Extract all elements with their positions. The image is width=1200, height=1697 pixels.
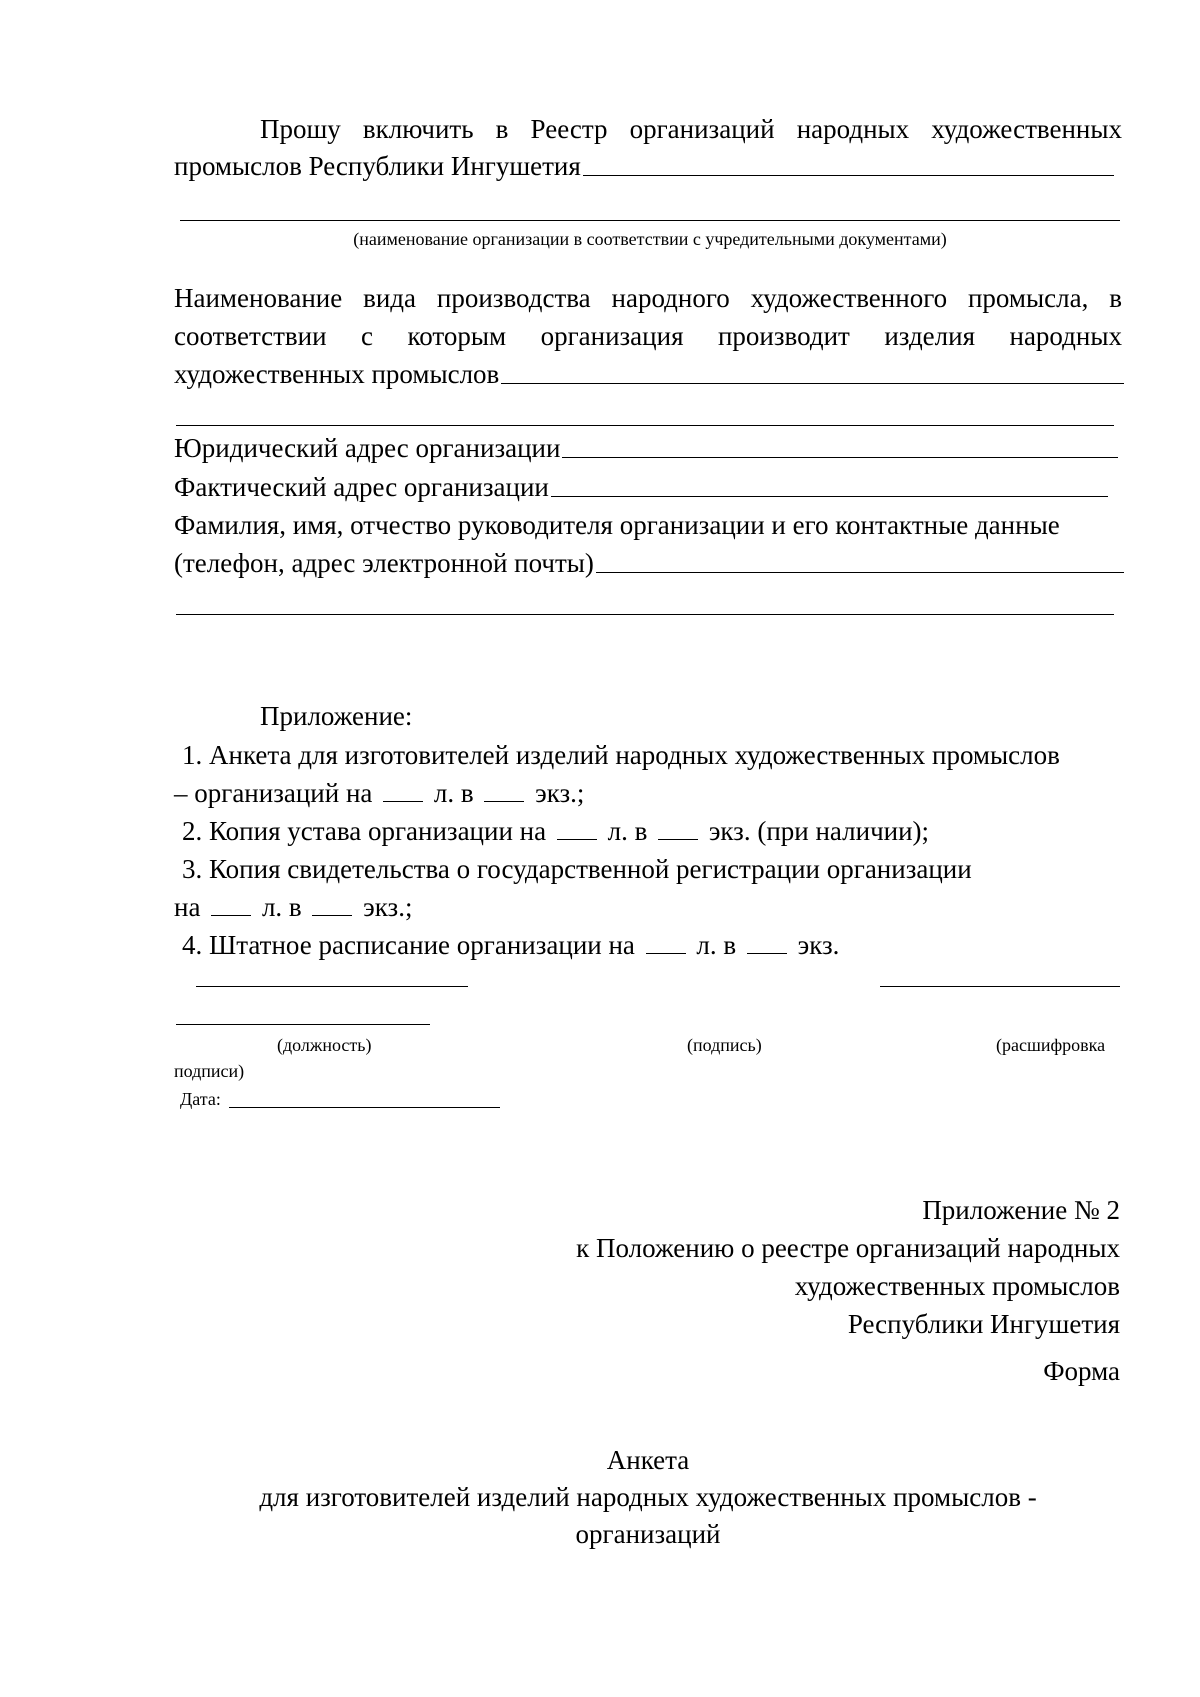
head-line-2: (телефон, адрес электронной почты) <box>174 548 594 578</box>
production-line-2-word-2: которым <box>407 321 507 351</box>
item-4-sheets-field[interactable] <box>646 929 686 954</box>
date-row <box>180 1088 500 1110</box>
production-line-2 <box>174 320 1122 352</box>
item-3-copies-field[interactable] <box>312 891 352 916</box>
production-line-2-word-1: с <box>361 321 374 351</box>
head-line-1: Фамилия, имя, отчество руководителя организации и его контактные данные <box>174 510 1060 540</box>
production-line-1 <box>174 282 1122 314</box>
item-1-copies-field[interactable] <box>484 777 524 802</box>
attachment-item-2 <box>182 815 929 847</box>
attachment-item-3-copies-unit: экз.; <box>363 892 413 922</box>
attachment-item-2-sheets-unit: л. в <box>607 816 648 846</box>
item-1-sheets-field[interactable] <box>383 777 423 802</box>
request-line-1-word-6: художественных <box>931 114 1122 144</box>
request-text-2: промыслов Республики Ингушетия <box>174 151 581 181</box>
organization-name-field[interactable] <box>583 175 1114 176</box>
production-line-2-word-0: соответствии <box>174 321 327 351</box>
request-line-1-word-0: Прошу <box>260 114 341 144</box>
questionnaire-title: Анкета <box>606 1445 690 1475</box>
attachment-item-1-line-1: 1. Анкета для изготовителей изделий народных художественных промыслов <box>182 740 1060 770</box>
production-line-1-word-0: Наименование <box>174 283 343 313</box>
request-line-1-word-1: включить <box>362 114 474 144</box>
attachment-item-1-sheets-unit: л. в <box>433 778 474 808</box>
production-line-1-word-6: в <box>1109 283 1122 313</box>
attachment-item-4 <box>182 929 839 961</box>
questionnaire-subtitle-1: для изготовителей изделий народных художественных промыслов - <box>259 1482 1037 1512</box>
attachment-item-4-copies-unit: экз. <box>797 930 840 960</box>
questionnaire-subtitle-2: организаций <box>575 1519 721 1549</box>
item-2-copies-field[interactable] <box>658 815 698 840</box>
request-line-1-word-3: Реестр <box>530 114 608 144</box>
item-4-copies-field[interactable] <box>747 929 787 954</box>
attachment-item-1-prefix: – организаций на <box>174 778 373 808</box>
attachments-title: Приложение: <box>260 701 413 731</box>
item-2-sheets-field[interactable] <box>557 815 597 840</box>
organization-name-field-2[interactable] <box>180 220 1120 221</box>
production-line-1-word-3: народного <box>611 283 730 313</box>
legal-address-label: Юридический адрес организации <box>174 433 561 463</box>
actual-address-field[interactable] <box>551 496 1108 497</box>
signature-caption: (подпись) <box>687 1035 762 1055</box>
attachment-item-1-copies-unit: экз.; <box>535 778 585 808</box>
attachment-item-3-prefix: на <box>174 892 201 922</box>
production-text-3: художественных промыслов <box>174 359 500 389</box>
attachment-item-3-line-2 <box>174 891 412 923</box>
appendix-number: Приложение № 2 <box>922 1195 1120 1225</box>
appendix-line-2: к Положению о реестре организаций народных <box>576 1233 1120 1263</box>
attachment-item-4-prefix: 4. Штатное расписание организации на <box>182 930 635 960</box>
attachment-item-3-line-1: 3. Копия свидетельства о государственной регистрации организации <box>182 854 972 884</box>
legal-address-field[interactable] <box>562 457 1118 458</box>
request-line-1 <box>260 113 1122 145</box>
attachment-item-2-prefix: 2. Копия устава организации на <box>182 816 547 846</box>
production-line-1-word-5: промысла, <box>967 283 1089 313</box>
attachment-item-4-sheets-unit: л. в <box>696 930 737 960</box>
production-type-field-2[interactable] <box>176 425 1114 426</box>
request-line-2 <box>174 150 1114 182</box>
decode-caption-b: подписи) <box>174 1061 245 1081</box>
production-line-2-word-4: производит <box>717 321 850 351</box>
signature-decode-field[interactable] <box>880 986 1120 987</box>
production-line-3 <box>174 358 1124 390</box>
head-contacts-field-2[interactable] <box>176 614 1114 615</box>
position-caption: (должность) <box>277 1035 372 1055</box>
production-type-field[interactable] <box>501 383 1124 384</box>
attachment-item-2-copies-unit: экз. (при наличии); <box>708 816 930 846</box>
production-line-1-word-2: производства <box>436 283 591 313</box>
request-line-1-word-2: в <box>495 114 509 144</box>
request-line-1-word-4: организаций <box>629 114 775 144</box>
production-line-2-word-5: изделия <box>884 321 976 351</box>
appendix-line-4: Республики Ингушетия <box>847 1309 1120 1339</box>
form-label: Форма <box>1043 1356 1120 1386</box>
production-line-1-word-1: вида <box>363 283 417 313</box>
appendix-line-3: художественных промыслов <box>794 1271 1120 1301</box>
signature-field[interactable] <box>176 1024 430 1025</box>
attachment-item-1-line-2 <box>174 777 584 809</box>
production-line-2-word-3: организация <box>540 321 684 351</box>
date-field[interactable] <box>229 1107 500 1108</box>
decode-caption-a: (расшифровка <box>996 1035 1106 1055</box>
actual-address-row <box>174 471 1108 503</box>
head-contacts-field[interactable] <box>596 572 1124 573</box>
date-label: Дата: <box>180 1089 221 1109</box>
production-line-1-word-4: художественного <box>750 283 948 313</box>
request-line-1-word-5: народных <box>796 114 910 144</box>
item-3-sheets-field[interactable] <box>211 891 251 916</box>
head-line-2-row <box>174 547 1124 579</box>
production-line-2-word-6: народных <box>1009 321 1122 351</box>
position-field[interactable] <box>196 986 468 987</box>
actual-address-label: Фактический адрес организации <box>174 472 549 502</box>
legal-address-row <box>174 432 1118 464</box>
organization-name-caption: (наименование организации в соответствии с учредительными документами) <box>353 229 947 249</box>
attachment-item-3-sheets-unit: л. в <box>261 892 302 922</box>
